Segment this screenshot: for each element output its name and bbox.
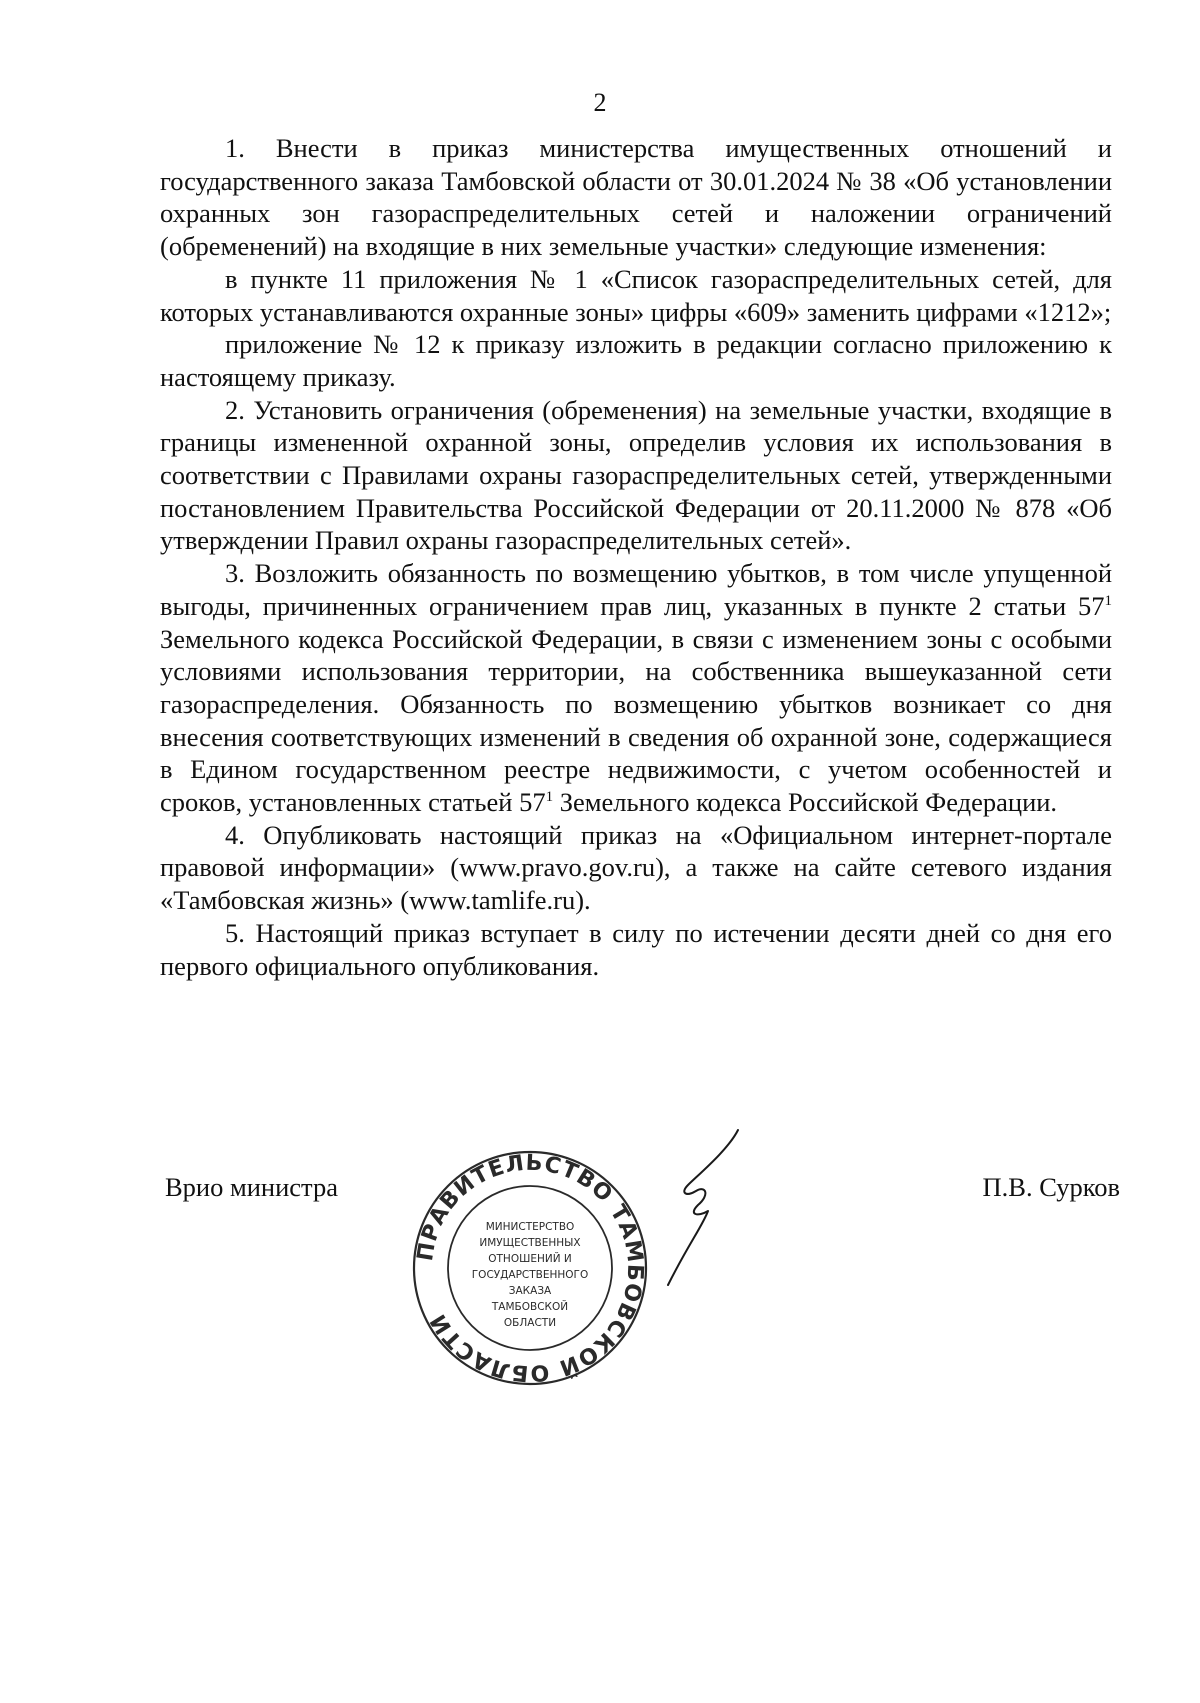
paragraph-3-part-1: 3. Возложить обязанность по возмещению убытков, в том числе упущенной выгоды, причиненных ограничением прав лиц, указанных в пункте 2 статьи 57 — [160, 558, 1112, 621]
seal-line-6: ТАМБОВСКОЙ — [491, 1301, 569, 1313]
paragraph-3 — [160, 557, 1112, 819]
page-number: 2 — [593, 88, 607, 117]
document-body — [160, 132, 1112, 982]
seal-inner-text — [472, 1221, 588, 1329]
paragraph-3-part-2: Земельного кодекса Российской Федерации, в связи с изменением зоны с особыми условиями использования территории, на собственника вышеуказанной сети газораспределения. Обязанность по возмещению убытков возникает со дня внесения соответствующих изменений в сведения об охранной зоне, содержащиеся в Едином государственном реестре недвижимости, с учетом особенностей и сроков, установленных статьей 57 — [160, 623, 1112, 818]
handwritten-signature — [658, 1125, 768, 1295]
paragraph-4: 4. Опубликовать настоящий приказ на «Официальном интернет-портале правовой информации» (www.pravo.gov.ru), а также на сайте сетевого издания «Тамбовская жизнь» (www.tamlife.ru). — [160, 819, 1112, 916]
paragraph-1: 1. Внести в приказ министерства имущественных отношений и государственного заказа Тамбовской области от 30.01.2024 № 38 «Об установлении охранных зон газораспределительных сетей и наложении ограничений (обременений) на входящие в них земельные участки» следующие изменения: — [160, 133, 1112, 262]
seal-line-4: ГОСУДАРСТВЕННОГО — [471, 1269, 589, 1281]
paragraph-1-item-b: приложение № 12 к приказу изложить в редакции согласно приложению к настоящему приказу. — [160, 329, 1112, 392]
superscript-1: 1 — [1104, 592, 1112, 609]
official-seal — [410, 1148, 650, 1388]
seal-line-2: ИМУЩЕСТВЕННЫХ — [479, 1237, 581, 1249]
seal-outer-text: ПРАВИТЕЛЬСТВО ТАМБОВСКОЙ ОБЛАСТИ — [412, 1150, 648, 1386]
signer-title: Врио министра — [165, 1172, 338, 1202]
signer-name: П.В. Сурков — [982, 1172, 1120, 1202]
seal-line-7: ОБЛАСТИ — [503, 1317, 557, 1329]
seal-line-1: МИНИСТЕРСТВО — [485, 1221, 575, 1233]
seal-line-3: ОТНОШЕНИЙ И — [488, 1253, 572, 1265]
superscript-2: 1 — [545, 789, 554, 806]
paragraph-3-part-3: Земельного кодекса Российской Федерации. — [553, 787, 1058, 818]
paragraph-5: 5. Настоящий приказ вступает в силу по истечении десяти дней со дня его первого официального опубликования. — [160, 917, 1112, 981]
seal-line-5: ЗАКАЗА — [508, 1285, 552, 1297]
paragraph-1-item-a: в пункте 11 приложения № 1 «Список газораспределительных сетей, для которых устанавливаются охранные зоны» цифры «609» заменить цифрами «1212»; — [160, 263, 1112, 327]
paragraph-2: 2. Установить ограничения (обременения) на земельные участки, входящие в границы измененной охранной зоны, определив условия их использования в соответствии с Правилами охраны газораспределительных сетей, утвержденными постановлением Правительства Российской Федерации от 20.11.2000 № 878 «Об утверждении Правил охраны газораспределительных сетей». — [160, 394, 1112, 556]
